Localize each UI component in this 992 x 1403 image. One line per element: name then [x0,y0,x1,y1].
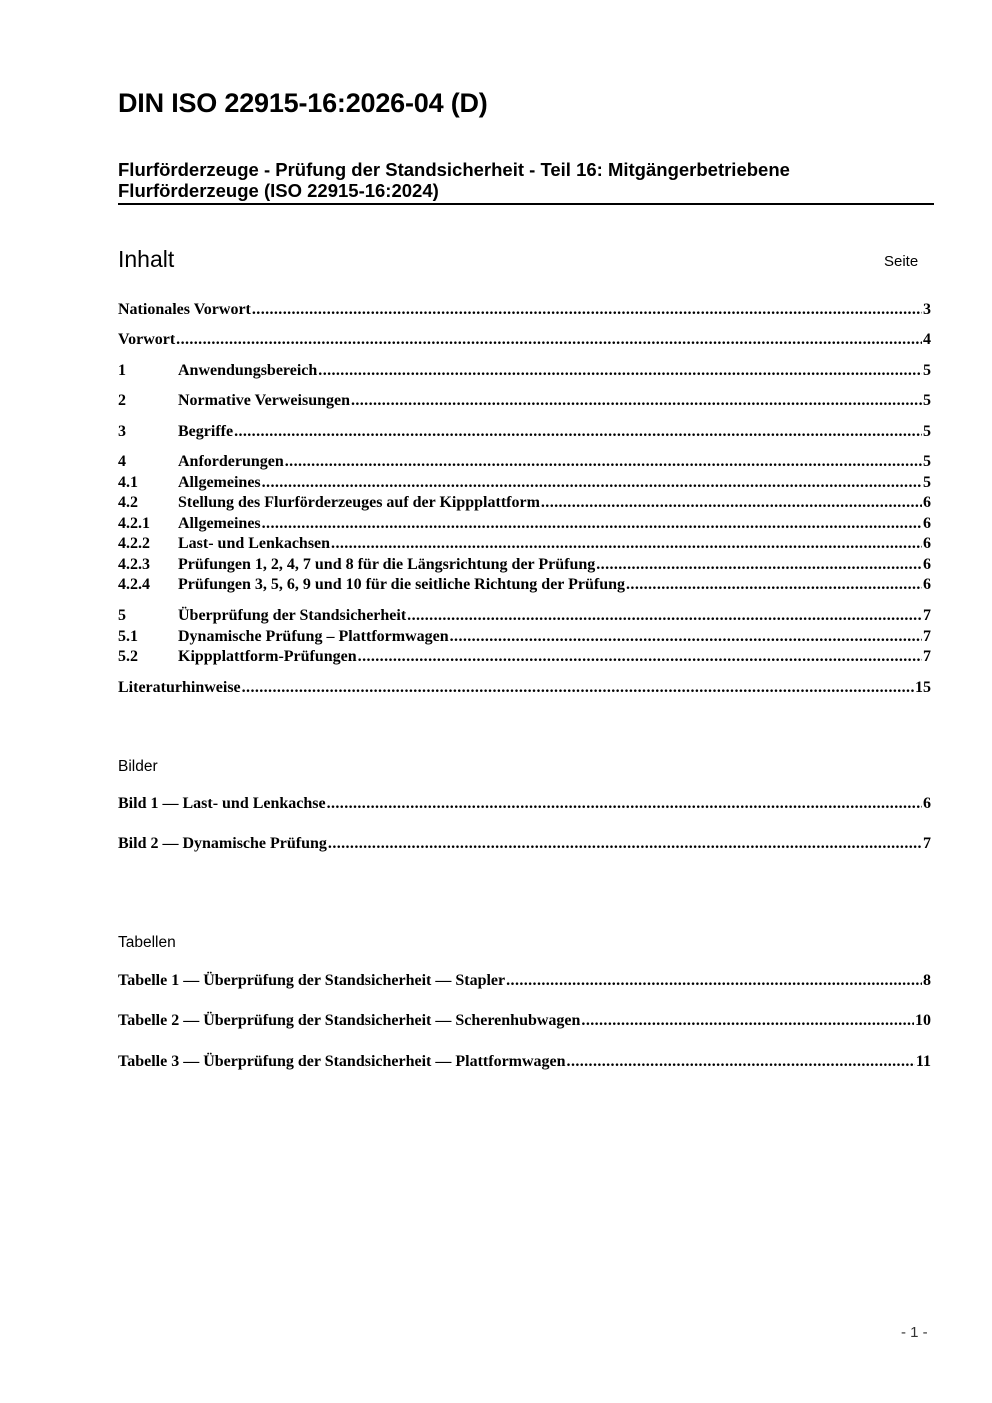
toc-entry-page: 5 [923,423,931,440]
toc-entry-title: Anwendungsbereich [178,362,318,379]
toc-entry-page: 3 [923,301,931,318]
toc-leader-dots [176,331,922,349]
figure-entry-page: 6 [923,795,931,812]
toc-entry-page: 15 [915,679,931,696]
table-entry[interactable] [118,1053,931,1074]
table-entry-page: 8 [923,972,931,989]
document-subtitle [118,159,934,205]
figure-entry[interactable] [118,835,931,856]
toc-entry-number: 3 [118,423,126,440]
toc-entry-title: Nationales Vorwort [118,301,251,318]
toc-heading: Inhalt [118,246,175,272]
toc-entry-page: 6 [923,576,931,593]
toc-page-label: Seite [884,253,919,270]
toc-entry-title: Vorwort [118,331,176,348]
toc-entry-title: Stellung des Flurförderzeuges auf der Kippplattform [178,494,540,511]
toc-entry-title: Dynamische Prüfung – Plattformwagen [178,628,449,645]
toc-entry-title: Prüfungen 3, 5, 6, 9 und 10 für die seitliche Richtung der Prüfung [178,576,626,593]
toc-entry-title: Überprüfung der Standsicherheit [178,607,407,624]
toc-entry-title: Prüfungen 1, 2, 4, 7 und 8 für die Längsrichtung der Prüfung [178,556,596,573]
toc-entry[interactable] [118,423,931,444]
toc-entry-number: 4 [118,453,126,470]
toc-entry-number: 4.1 [118,474,138,491]
figures-heading: Bilder [118,758,158,775]
toc-entry-page: 7 [923,648,931,665]
toc-entry-page: 6 [923,494,931,511]
toc-entry-title: Anforderungen [178,453,284,470]
toc-entry-number: 2 [118,392,126,409]
toc-entry-number: 5 [118,607,126,624]
toc-entry-number: 4.2.3 [118,556,150,573]
toc-entry-number: 4.2.2 [118,535,150,552]
toc-entry[interactable] [118,301,931,322]
toc-entry[interactable] [118,474,931,495]
page-number: - 1 - [901,1324,928,1341]
toc-entry-page: 5 [923,392,931,409]
toc-entry[interactable] [118,515,931,536]
toc-entry-title: Allgemeines [178,515,261,532]
toc-leader-dots [262,474,922,492]
toc-entry[interactable] [118,556,931,577]
toc-leader-dots [234,423,922,441]
toc-leader-dots [450,628,922,646]
toc-leader-dots [242,679,914,697]
toc-entry-page: 5 [923,474,931,491]
toc-entry-number: 4.2 [118,494,138,511]
toc-entry-page: 6 [923,556,931,573]
toc-leader-dots [351,392,922,410]
toc-entry-number: 4.2.4 [118,576,150,593]
toc-leader-dots [331,535,922,553]
toc-leader-dots [252,301,922,319]
toc-leader-dots [318,362,922,380]
toc-leader-dots [541,494,922,512]
table-entry[interactable] [118,972,931,993]
toc-entry-title: Last- und Lenkachsen [178,535,331,552]
tables-heading: Tabellen [118,934,176,951]
toc-entry[interactable] [118,494,931,515]
toc-entry[interactable] [118,535,931,556]
toc-entry[interactable] [118,576,931,597]
table-entry[interactable] [118,1012,931,1033]
document-subtitle-line-2: Flurförderzeuge (ISO 22915-16:2024) [118,180,439,201]
toc-entry-number: 5.1 [118,628,138,645]
toc-entry[interactable] [118,679,931,700]
toc-leader-dots [262,515,922,533]
toc-entry-page: 6 [923,515,931,532]
toc-entry-title: Begriffe [178,423,234,440]
toc-leader-dots [626,576,922,594]
figure-entry-title: Bild 1 — Last- und Lenkachse [118,795,326,812]
toc-entry-page: 5 [923,362,931,379]
table-entry-title: Tabelle 2 — Überprüfung der Standsicherheit — Scherenhubwagen [118,1012,581,1029]
figure-entry-title: Bild 2 — Dynamische Prüfung [118,835,327,852]
figure-entry-page: 7 [923,835,931,852]
toc-leader-dots [567,1053,915,1071]
toc-entry-title: Normative Verweisungen [178,392,350,409]
toc-leader-dots [407,607,922,625]
toc-entry[interactable] [118,392,931,413]
toc-entry-page: 4 [923,331,931,348]
toc-leader-dots [328,835,922,853]
toc-entry-number: 1 [118,362,126,379]
toc-entry-title: Literaturhinweise [118,679,241,696]
toc-leader-dots [358,648,922,666]
toc-entry[interactable] [118,607,931,628]
toc-entry-page: 7 [923,628,931,645]
toc-entry-number: 4.2.1 [118,515,150,532]
toc-leader-dots [581,1012,914,1030]
table-entry-title: Tabelle 1 — Überprüfung der Standsicherheit — Stapler [118,972,506,989]
toc-leader-dots [596,556,922,574]
table-entry-page: 10 [915,1012,931,1029]
table-entry-page: 11 [915,1053,931,1070]
toc-entry[interactable] [118,362,931,383]
toc-entry-page: 5 [923,453,931,470]
figure-entry[interactable] [118,795,931,816]
document-id: DIN ISO 22915-16:2026-04 (D) [118,88,488,118]
toc-leader-dots [506,972,922,990]
toc-entry-number: 5.2 [118,648,138,665]
table-entry-title: Tabelle 3 — Überprüfung der Standsicherheit — Plattformwagen [118,1053,566,1070]
toc-entry[interactable] [118,453,931,474]
toc-entry[interactable] [118,648,931,669]
toc-entry[interactable] [118,331,931,352]
toc-entry-page: 7 [923,607,931,624]
toc-entry-title: Kippplattform-Prüfungen [178,648,357,665]
toc-entry-page: 6 [923,535,931,552]
toc-entry-title: Allgemeines [178,474,261,491]
toc-leader-dots [327,795,922,813]
document-subtitle-line-1: Flurförderzeuge - Prüfung der Standsicherheit - Teil 16: Mitgängerbetriebene [118,159,790,180]
toc-leader-dots [285,453,922,471]
toc-entry[interactable] [118,628,931,649]
